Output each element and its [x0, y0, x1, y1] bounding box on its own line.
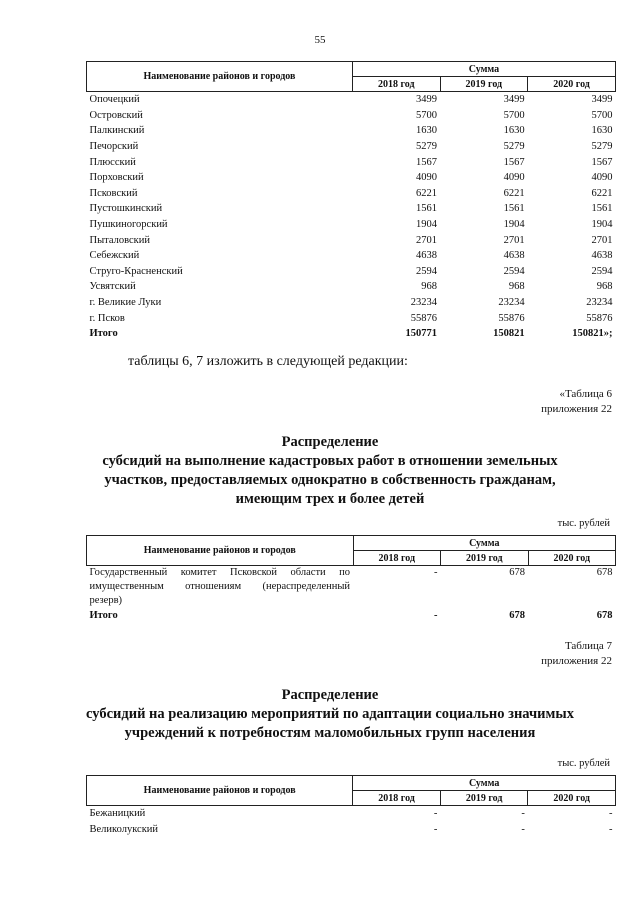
page-number: 55 [314, 34, 326, 46]
cell-v2020: 23234 [586, 297, 613, 309]
t7-cell-v2020: - [609, 823, 613, 835]
cell-v2018: 968 [421, 281, 438, 293]
table-row [87, 248, 616, 264]
cell-v2018: 5700 [416, 109, 438, 121]
table-row [87, 123, 616, 139]
table7-title-line1: Распределение [281, 687, 379, 703]
cell-v2020: 6221 [591, 187, 613, 199]
cell-v2020: 4090 [591, 172, 613, 184]
t6-header-name: Наименование районов и городов [87, 536, 354, 566]
table-row [87, 806, 616, 822]
cell-name: Порховский [89, 172, 144, 184]
t6-row-2020: 678 [596, 567, 613, 578]
table6-title-line2: субсидий на выполнение кадастровых работ в отношении земельных [102, 453, 558, 469]
header-year-2018: 2018 год [352, 77, 440, 92]
cell-name: Псковский [89, 187, 138, 199]
t7-cell-name: Бежаницкий [89, 808, 146, 820]
t6-row-line3: резерв) [89, 595, 123, 606]
total-name: Итого [89, 328, 118, 340]
table7-title-line2: субсидий на реализацию мероприятий по адаптации социально значимых [86, 706, 574, 722]
table7-label-line1: Таблица 7 [564, 640, 612, 652]
table-row [87, 154, 616, 170]
cell-v2020: 1630 [591, 125, 613, 137]
cell-name: Струго-Красненский [89, 265, 183, 277]
cell-v2018: 4638 [416, 250, 438, 262]
table-row [87, 264, 616, 280]
cell-v2020: 5700 [591, 109, 613, 121]
table6-title-line3: участков, предоставляемых однократно в собственность гражданам, [104, 472, 556, 488]
header-sum: Сумма [352, 62, 615, 77]
table7-unit: тыс. рублей [557, 758, 610, 769]
t6-row-line1: Государственный комитет Псковской области по [89, 567, 351, 578]
t6-header-sum: Сумма [353, 536, 615, 551]
cell-v2020: 1567 [591, 156, 613, 168]
total-v2018: 150771 [405, 328, 438, 340]
cell-name: Себежский [89, 250, 140, 262]
cell-v2019: 5279 [503, 141, 525, 153]
cell-v2020: 1561 [591, 203, 613, 215]
cell-v2019: 55876 [498, 312, 525, 324]
header-name: Наименование районов и городов [87, 62, 353, 92]
cell-v2020: 1904 [591, 219, 613, 231]
cell-v2019: 3499 [503, 94, 525, 106]
cell-v2018: 6221 [416, 187, 438, 199]
cell-v2019: 1567 [503, 156, 525, 168]
cell-name: Усвятский [89, 281, 136, 293]
cell-v2018: 1904 [416, 219, 438, 231]
cell-name: Пыталовский [89, 234, 150, 246]
cell-v2018: 1567 [416, 156, 438, 168]
t6-row-name [87, 566, 354, 609]
cell-v2018: 3499 [416, 94, 438, 106]
cell-v2019: 2701 [503, 234, 525, 246]
t7-header-year-2018: 2018 год [353, 791, 441, 806]
t6-row-line2: имущественным отношениям (нераспределенный [89, 581, 351, 592]
cell-v2019: 2594 [503, 265, 525, 277]
cell-v2019: 4090 [503, 172, 525, 184]
table7-label-line2: приложения 22 [541, 655, 612, 667]
table6-unit: тыс. рублей [557, 518, 610, 529]
table6-title-line1: Распределение [281, 434, 379, 450]
table-row [87, 295, 616, 311]
table-row [87, 310, 616, 326]
cell-v2018: 4090 [416, 172, 438, 184]
table-row [87, 201, 616, 217]
t6-row-2018: - [434, 567, 438, 578]
table7-title-line3: учреждений к потребностям маломобильных групп населения [124, 725, 536, 741]
cell-name: Пустошкинский [89, 203, 163, 215]
cell-v2019: 968 [508, 281, 525, 293]
cell-name: Пушкиногорский [89, 219, 168, 231]
cell-name: г. Псков [89, 312, 125, 324]
table-row [87, 170, 616, 186]
cell-name: Плюсский [89, 156, 136, 168]
table6-label [541, 387, 612, 417]
cell-v2019: 1904 [503, 219, 525, 231]
subsidy-table-7 [86, 775, 616, 837]
cell-v2018: 1630 [416, 125, 438, 137]
cell-v2020: 2701 [591, 234, 613, 246]
t7-cell-v2019: - [521, 808, 525, 820]
table-row [87, 186, 616, 202]
cell-v2020: 5279 [591, 141, 613, 153]
cell-v2019: 6221 [503, 187, 525, 199]
header-year-2019: 2019 год [440, 77, 528, 92]
t7-header-name: Наименование районов и городов [87, 776, 353, 806]
t7-cell-v2019: - [521, 823, 525, 835]
intro-paragraph: таблицы 6, 7 изложить в следующей редакции: [128, 354, 408, 369]
t6-total-2020: 678 [596, 610, 613, 622]
cell-name: Опочецкий [89, 94, 140, 106]
t6-total-2019: 678 [509, 610, 525, 622]
t6-header-year-2018: 2018 год [353, 551, 440, 566]
cell-name: Островский [89, 109, 143, 121]
table-row [87, 108, 616, 124]
subsidy-table-top [86, 61, 616, 342]
cell-v2019: 5700 [503, 109, 525, 121]
t6-total-2018: - [434, 610, 438, 622]
total-v2020: 150821»; [572, 328, 613, 340]
t6-header-year-2020: 2020 год [528, 551, 616, 566]
t6-header-year-2019: 2019 год [441, 551, 528, 566]
cell-v2020: 2594 [591, 265, 613, 277]
cell-v2020: 55876 [586, 312, 613, 324]
cell-v2019: 1630 [503, 125, 525, 137]
table7-label [541, 639, 612, 669]
table-row [87, 139, 616, 155]
table-row [87, 232, 616, 248]
cell-v2019: 1561 [503, 203, 525, 215]
cell-v2018: 2701 [416, 234, 438, 246]
t7-header-sum: Сумма [353, 776, 616, 791]
cell-v2018: 2594 [416, 265, 438, 277]
table-row [87, 822, 616, 838]
cell-name: Палкинский [89, 125, 145, 137]
t7-cell-v2018: - [433, 808, 438, 820]
cell-v2018: 5279 [416, 141, 438, 153]
header-year-2020: 2020 год [528, 77, 616, 92]
cell-v2018: 55876 [410, 312, 438, 324]
total-v2019: 150821 [493, 328, 525, 340]
t6-total-row [87, 608, 616, 624]
table-row [87, 92, 616, 108]
subsidy-table-6 [86, 535, 616, 624]
table7-title [60, 686, 600, 743]
cell-name: Печорский [89, 141, 139, 153]
table6-label-line2: приложения 22 [541, 403, 612, 415]
cell-v2020: 968 [596, 281, 613, 293]
cell-v2020: 4638 [591, 250, 613, 262]
table6-label-line1: «Таблица 6 [559, 388, 612, 400]
cell-v2018: 1561 [416, 203, 438, 215]
cell-v2018: 23234 [410, 297, 438, 309]
table-row [87, 279, 616, 295]
cell-name: г. Великие Луки [89, 297, 162, 309]
table-row [87, 566, 616, 609]
table6-title-line4: имеющим трех и более детей [235, 491, 425, 507]
cell-v2019: 23234 [498, 297, 525, 309]
t7-header-year-2019: 2019 год [440, 791, 528, 806]
table-row [87, 217, 616, 233]
t7-cell-v2018: - [433, 823, 438, 835]
t7-header-year-2020: 2020 год [528, 791, 616, 806]
t6-total-name: Итого [89, 610, 118, 622]
t7-cell-name: Великолукский [89, 823, 159, 835]
t7-cell-v2020: - [609, 808, 613, 820]
cell-v2019: 4638 [503, 250, 525, 262]
cell-v2020: 3499 [591, 94, 613, 106]
total-row [87, 326, 616, 342]
table6-title [60, 433, 600, 509]
t6-row-2019: 678 [509, 567, 525, 578]
